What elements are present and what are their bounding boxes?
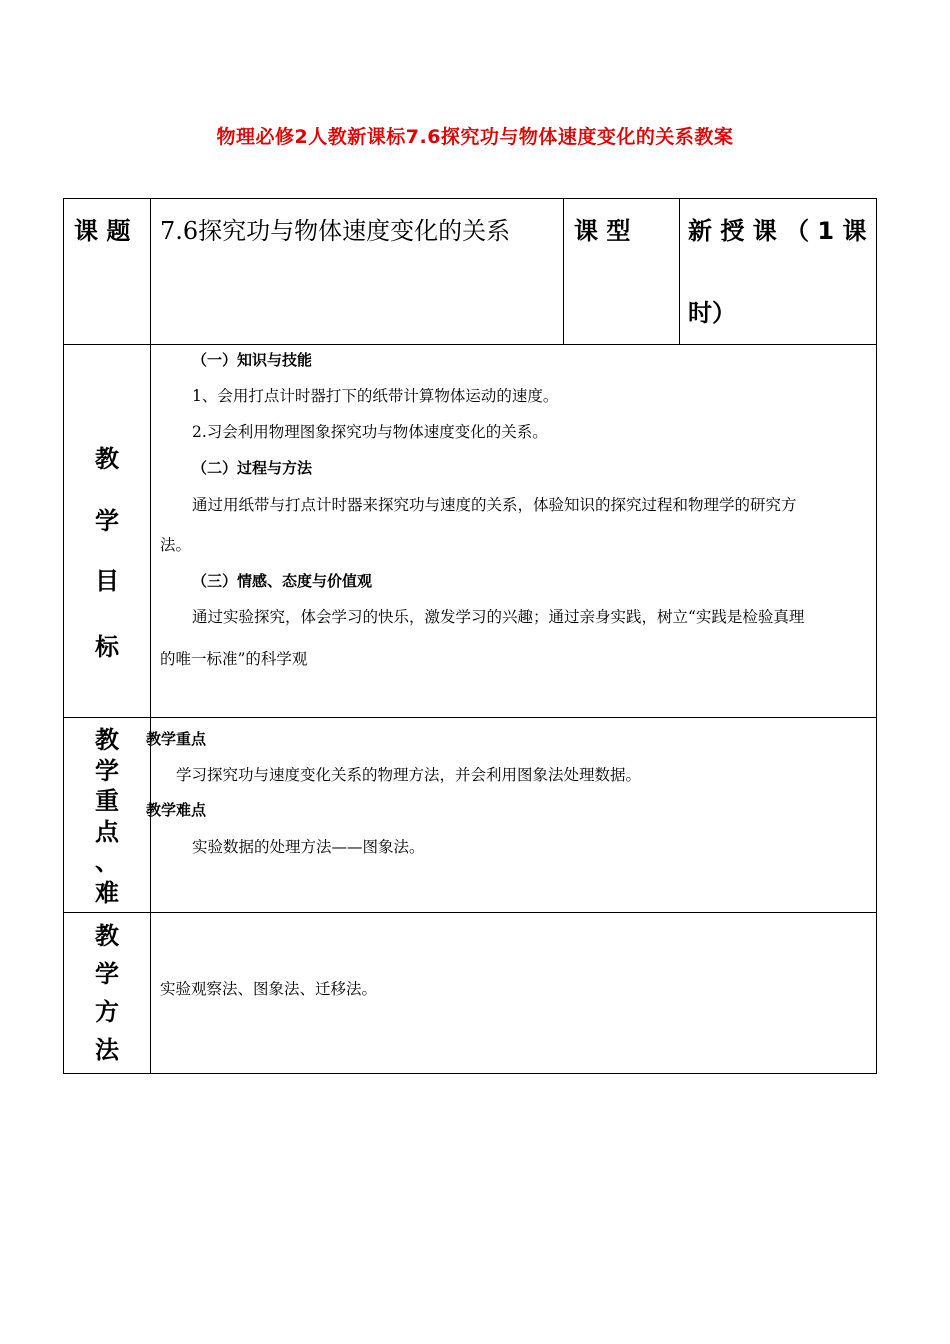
type-label: 课 型 <box>574 217 631 245</box>
topic-label: 课 题 <box>74 217 131 245</box>
label-char: 法 <box>95 1036 119 1064</box>
methods-text: 实验观察法、图象法、迁移法。 <box>160 980 378 998</box>
header-column-divider <box>563 199 564 344</box>
objectives-label <box>64 429 150 677</box>
knowledge-item-1: 1、会用打点计时器打下的纸带计算物体运动的速度。 <box>192 387 559 405</box>
label-char: 方 <box>95 998 119 1026</box>
label-char: 点 <box>95 817 119 846</box>
methods-label <box>64 917 150 1069</box>
attitude-text: 通过实验探究，体会学习的快乐，激发学习的兴趣；通过亲身实践，树立“实践是检验真理 <box>192 608 805 626</box>
label-char: 、 <box>95 848 119 876</box>
process-text-continued: 法。 <box>160 536 192 554</box>
row-divider <box>64 912 876 913</box>
difficulty-heading: 教学难点 <box>146 801 207 819</box>
label-char: 教 <box>95 445 119 473</box>
label-char: 难 <box>95 878 119 907</box>
knowledge-heading: （一）知识与技能 <box>192 351 313 369</box>
label-char: 学 <box>95 507 119 535</box>
label-column-divider <box>150 199 151 1074</box>
header-column-divider <box>679 199 680 344</box>
difficulty-text: 实验数据的处理方法——图象法。 <box>192 838 425 856</box>
row-divider <box>64 344 876 345</box>
attitude-heading: （三）情感、态度与价值观 <box>192 572 373 590</box>
document-title: 物理必修2人教新课标7.6探究功与物体速度变化的关系教案 <box>216 126 734 148</box>
label-char: 学 <box>95 960 119 988</box>
type-value-continued: 时） <box>688 299 736 327</box>
process-text: 通过用纸带与打点计时器来探究功与速度的关系，体验知识的探究过程和物理学的研究方 <box>192 496 797 514</box>
row-divider <box>64 717 876 718</box>
key-point-heading: 教学重点 <box>146 730 207 748</box>
label-char: 教 <box>95 726 119 754</box>
label-char: 重 <box>95 787 119 815</box>
process-heading: （二）过程与方法 <box>192 459 313 477</box>
label-char: 教 <box>95 922 119 950</box>
label-char: 学 <box>95 756 119 785</box>
lesson-plan-table <box>63 198 877 1074</box>
label-char: 标 <box>95 633 119 661</box>
topic-value: 7.6探究功与物体速度变化的关系 <box>160 217 511 245</box>
type-value: 新 授 课 （ 1 课 <box>688 217 867 245</box>
knowledge-item-2: 2.习会利用物理图象探究功与物体速度变化的关系。 <box>192 423 548 441</box>
label-char: 目 <box>95 567 119 595</box>
key-points-label <box>64 725 150 908</box>
key-point-text: 学习探究功与速度变化关系的物理方法，并会利用图象法处理数据。 <box>176 766 642 784</box>
attitude-text-continued: 的唯一标准”的科学观 <box>160 650 308 668</box>
